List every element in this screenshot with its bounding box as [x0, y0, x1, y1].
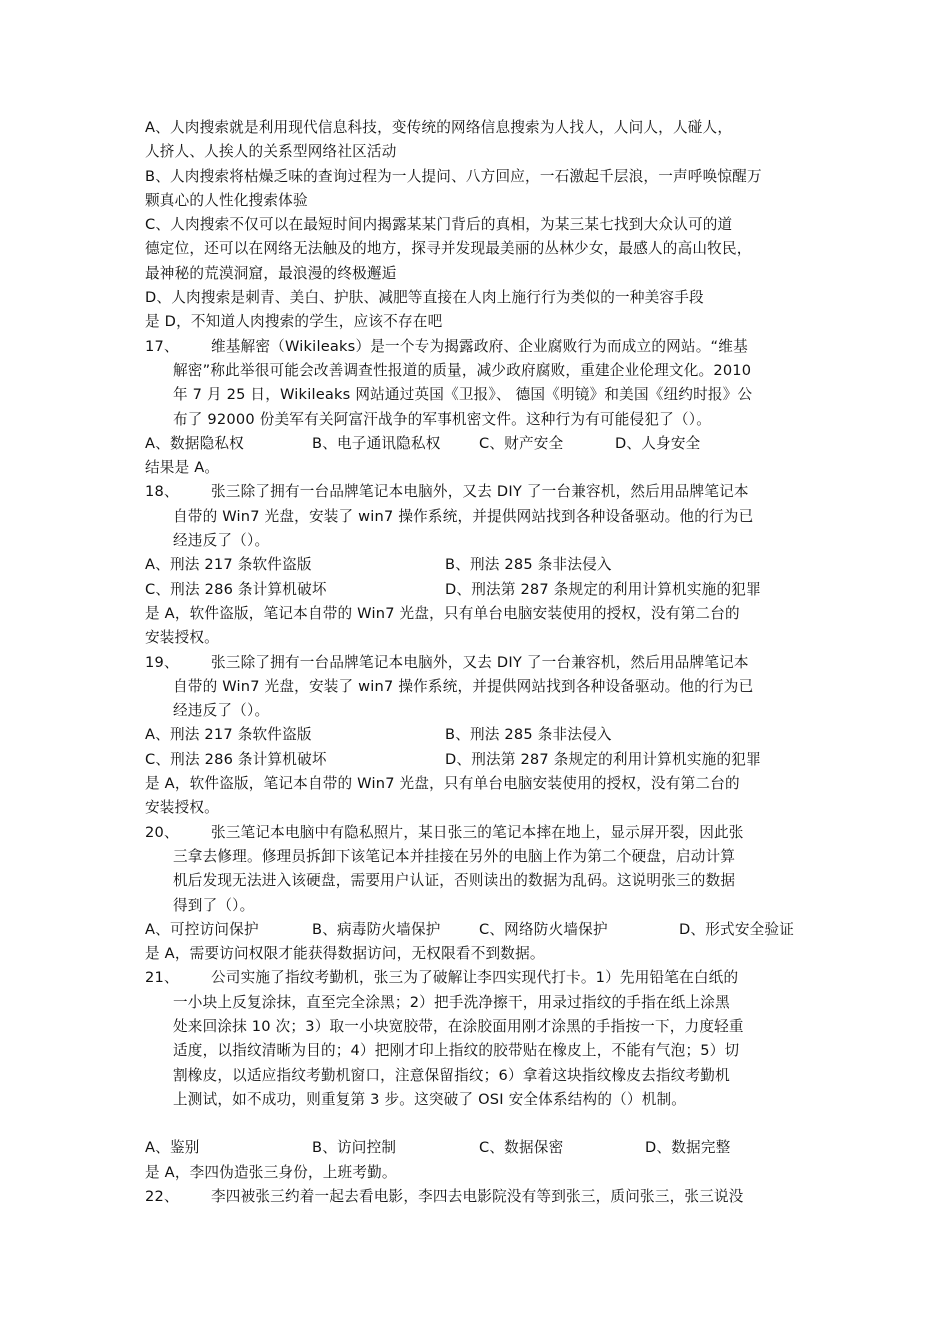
question-text: 经违反了（）。 — [173, 702, 270, 720]
question-text: 张三除了拥有一台品牌笔记本电脑外，又去 DIY 了一台兼容机，然后用品牌笔记本 — [211, 483, 749, 501]
option-d: D、形式安全验证 — [679, 920, 794, 938]
question-number: 18、 — [145, 483, 179, 501]
question-text: 张三除了拥有一台品牌笔记本电脑外，又去 DIY 了一台兼容机，然后用品牌笔记本 — [211, 653, 749, 671]
options-row — [145, 918, 810, 942]
question-text: 年 7 月 25 日，Wikileaks 网站通过英国《卫报》、 德国《明镜》和美国《纽约时报》公 — [173, 386, 753, 404]
question-text: 处来回涂抹 10 次；3）取一小块宽胶带，在涂胶面用刚才涂黑的手指按一下，力度轻重 — [173, 1017, 744, 1035]
options-row — [145, 578, 810, 602]
question-text — [145, 1112, 810, 1136]
option-c: C、财产安全 — [479, 434, 564, 452]
answer-text: 结果是 A。 — [145, 459, 220, 477]
options-row — [145, 723, 810, 747]
intro-line: 最神秘的荒漠洞窟，最浪漫的终极邂逅 — [145, 264, 397, 282]
answer-text: 安装授权。 — [145, 629, 219, 647]
option-d: D、刑法第 287 条规定的利用计算机实施的犯罪 — [445, 750, 761, 768]
question-22 — [145, 1185, 810, 1209]
question-text: 公司实施了指纹考勤机，张三为了破解让李四实现代打卡。1）先用铅笔在白纸的 — [211, 969, 739, 987]
question-number: 21、 — [145, 969, 179, 987]
question-17 — [145, 335, 810, 481]
question-text: 三拿去修理。修理员拆卸下该笔记本并挂接在另外的电脑上作为第二个硬盘，启动计算 — [173, 847, 736, 865]
option-c: C、数据保密 — [479, 1139, 564, 1157]
question-21 — [145, 966, 810, 1185]
option-b: B、刑法 285 条非法侵入 — [445, 726, 612, 744]
option-a: A、刑法 217 条软件盗版 — [145, 726, 312, 744]
intro-options — [145, 116, 810, 335]
intro-line: 颗真心的人性化搜索体验 — [145, 191, 308, 209]
option-d: D、刑法第 287 条规定的利用计算机实施的犯罪 — [445, 580, 761, 598]
question-text: 经违反了（）。 — [173, 532, 270, 550]
intro-line: 人挤人、人挨人的关系型网络社区活动 — [145, 143, 397, 161]
intro-line: B、人肉搜索将枯燥乏味的查询过程为一人提问、八方回应，一石激起千层浪，一声呼唤惊醒万 — [145, 167, 762, 185]
question-number: 22、 — [145, 1188, 179, 1206]
question-text: 布了 92000 份美军有关阿富汗战争的军事机密文件。这种行为有可能侵犯了（）。 — [173, 410, 711, 428]
intro-line: C、人肉搜索不仅可以在最短时间内揭露某某门背后的真相，为某三某七找到大众认可的道 — [145, 216, 733, 234]
option-a: A、数据隐私权 — [145, 434, 244, 452]
intro-line: A、人肉搜索就是利用现代信息科技，变传统的网络信息搜索为人找人，人问人，人碰人， — [145, 119, 733, 136]
answer-text: 是 A，软件盗版，笔记本自带的 Win7 光盘，只有单台电脑安装使用的授权，没有第二台的 — [145, 604, 740, 622]
option-a: A、鉴别 — [145, 1139, 200, 1157]
answer-text: 是 A，软件盗版，笔记本自带的 Win7 光盘，只有单台电脑安装使用的授权，没有第二台的 — [145, 775, 740, 793]
option-b: B、访问控制 — [312, 1139, 397, 1157]
document-body — [145, 116, 810, 1209]
question-text: 维基解密（Wikileaks）是一个专为揭露政府、企业腐败行为而成立的网站。“维基 — [211, 337, 748, 355]
question-number: 20、 — [145, 823, 179, 841]
options-row — [145, 553, 810, 577]
question-text: 解密”称此举很可能会改善调查性报道的质量，减少政府腐败，重建企业伦理文化。2010 — [173, 361, 752, 379]
answer-text: 是 A，需要访问权限才能获得数据访问，无权限看不到数据。 — [145, 945, 545, 963]
option-b: B、电子通讯隐私权 — [312, 434, 441, 452]
question-text: 上测试，如不成功，则重复第 3 步。这突破了 OSI 安全体系结构的（）机制。 — [173, 1090, 687, 1108]
options-row — [145, 1136, 810, 1160]
option-a: A、可控访问保护 — [145, 920, 259, 938]
question-20 — [145, 821, 810, 967]
option-a: A、刑法 217 条软件盗版 — [145, 556, 312, 574]
intro-line: 德定位，还可以在网络无法触及的地方，探寻并发现最美丽的丛林少女，最感人的高山牧民， — [145, 240, 752, 258]
question-text: 适度，以指纹清晰为目的；4）把刚才印上指纹的胶带贴在橡皮上，不能有气泡；5）切 — [173, 1042, 740, 1060]
question-text: 一小块上反复涂抹，直至完全涂黑；2）把手洗净擦干，用录过指纹的手指在纸上涂黑 — [173, 993, 730, 1011]
question-text: 张三笔记本电脑中有隐私照片，某日张三的笔记本摔在地上，显示屏开裂，因此张 — [211, 823, 744, 841]
option-b: B、刑法 285 条非法侵入 — [445, 556, 612, 574]
question-text: 得到了（）。 — [173, 896, 255, 914]
intro-answer: 是 D，不知道人肉搜索的学生，应该不存在吧 — [145, 313, 443, 331]
intro-line: D、人肉搜索是刺青、美白、护肤、减肥等直接在人肉上施行行为类似的一种美容手段 — [145, 289, 704, 307]
option-d: D、人身安全 — [615, 434, 701, 452]
answer-text: 安装授权。 — [145, 799, 219, 817]
question-18 — [145, 480, 810, 650]
answer-text: 是 A，李四伪造张三身份，上班考勤。 — [145, 1163, 397, 1181]
option-b: B、病毒防火墙保护 — [312, 920, 441, 938]
question-19 — [145, 651, 810, 821]
question-text: 自带的 Win7 光盘，安装了 win7 操作系统，并提供网站找到各种设备驱动。他的行为已 — [173, 507, 754, 525]
question-text: 李四被张三约着一起去看电影，李四去电影院没有等到张三，质问张三，张三说没 — [211, 1188, 744, 1206]
question-text: 机后发现无法进入该硬盘，需要用户认证，否则读出的数据为乱码。这说明张三的数据 — [173, 872, 736, 890]
question-number: 19、 — [145, 653, 179, 671]
option-c: C、刑法 286 条计算机破坏 — [145, 580, 327, 598]
question-text: 自带的 Win7 光盘，安装了 win7 操作系统，并提供网站找到各种设备驱动。他的行为已 — [173, 677, 754, 695]
options-row — [145, 748, 810, 772]
question-number: 17、 — [145, 337, 179, 355]
option-c: C、网络防火墙保护 — [479, 920, 608, 938]
options-row — [145, 432, 810, 456]
option-c: C、刑法 286 条计算机破坏 — [145, 750, 327, 768]
question-text: 割橡皮，以适应指纹考勤机窗口，注意保留指纹；6）拿着这块指纹橡皮去指纹考勤机 — [173, 1066, 730, 1084]
option-d: D、数据完整 — [645, 1139, 731, 1157]
